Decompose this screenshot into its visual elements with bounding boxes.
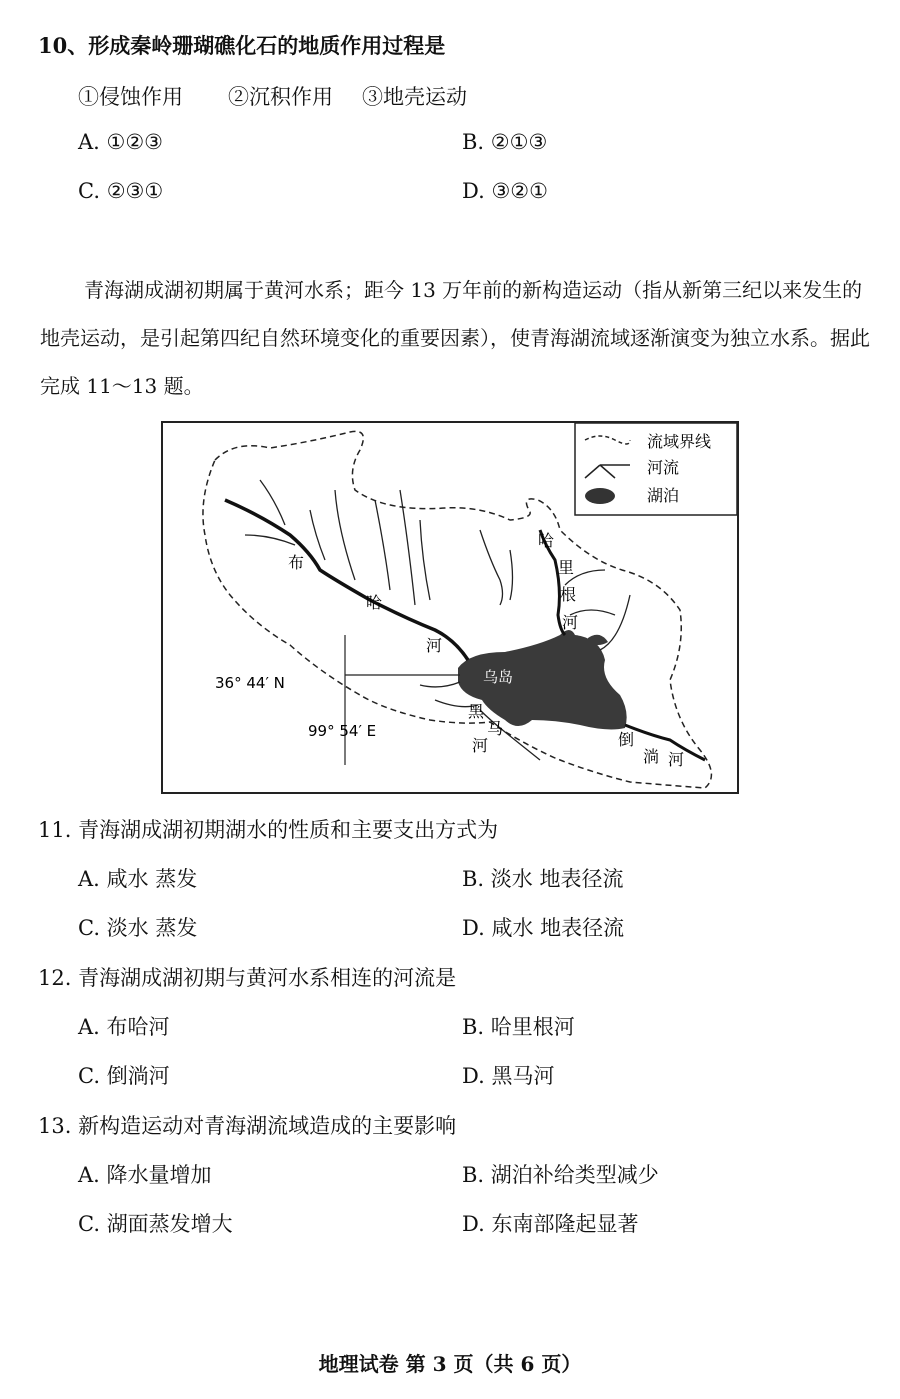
q13-stem: 13. 新构造运动对青海湖流域造成的主要影响 [38,1114,457,1138]
q10-item-3: ③地壳运动 [362,85,467,109]
legend-river-label: 河流 [647,458,680,477]
option-text: 淡水 蒸发 [106,916,198,940]
q11-stem: 11. 青海湖成湖初期湖水的性质和主要支出方式为 [38,818,499,842]
option-label: C. [78,1064,100,1088]
option-label: C. [78,916,100,940]
option-label: B. [462,1015,485,1039]
option-label: A. [78,1163,100,1187]
option-label: A. [78,867,100,891]
option-label: D. [462,179,485,203]
q10-option-a[interactable] [78,130,163,154]
q10-stem: 10、形成秦岭珊瑚礁化石的地质作用过程是 [38,33,446,58]
option-label: A. [78,1015,100,1039]
label-haligen-3: 根 [560,585,577,604]
q12-option-c[interactable] [78,1060,170,1090]
option-label: B. [462,130,485,154]
option-text: 咸水 蒸发 [106,867,198,891]
buha-tributaries [245,480,430,605]
q11-option-c[interactable] [78,912,197,942]
label-buha-3: 河 [426,636,443,655]
option-label: B. [462,867,485,891]
option-label: D. [462,1212,485,1236]
label-longitude: 99° 54′ E [308,722,377,740]
label-daotang-1: 倒 [618,730,635,749]
option-text: 倒淌河 [106,1064,170,1088]
north-tributaries [480,530,630,650]
q10-item-2: ②沉积作用 [228,85,333,109]
option-text: ①②③ [106,130,164,154]
legend-lake-label: 湖泊 [647,486,680,505]
q10-option-b[interactable] [462,130,547,154]
label-bird-island: 乌岛 [483,668,514,686]
legend-boundary-label: 流域界线 [647,432,712,451]
option-text: 湖泊补给类型减少 [490,1163,659,1187]
q11-option-d[interactable] [462,912,624,942]
label-daotang-2: 淌 [643,747,660,766]
q10-option-d[interactable] [462,179,548,203]
q13-option-b[interactable] [462,1159,659,1189]
option-label: B. [462,1163,485,1187]
q10-option-c[interactable] [78,179,163,203]
option-text: 哈里根河 [490,1015,575,1039]
label-daotang-3: 河 [668,750,685,769]
option-label: D. [462,916,485,940]
option-text: 黑马河 [491,1064,555,1088]
label-buha-1: 布 [288,553,305,572]
q11-option-b[interactable] [462,863,623,893]
option-label: C. [78,179,100,203]
option-text: 降水量增加 [106,1163,212,1187]
small-lake [588,635,608,645]
q12-stem: 12. 青海湖成湖初期与黄河水系相连的河流是 [38,966,457,990]
page-footer: 地理试卷 第 3 页（共 6 页） [318,1352,582,1376]
label-heima-2: 马 [487,719,504,738]
label-buha-2: 哈 [366,593,383,612]
option-text: 淡水 地表径流 [490,867,624,891]
label-latitude: 36° 44′ N [215,674,285,692]
q13-option-c[interactable] [78,1208,233,1238]
label-haligen-2: 里 [558,558,575,577]
option-label: A. [78,130,100,154]
passage-text: 青海湖成湖初期属于黄河水系；距今 13 万年前的新构造运动（指从新第三纪以来发生的地壳运动，是引起第四纪自然环境变化的重要因素），使青海湖流域逐渐演变为独立水系。据此完成 11～13 题。 [40,278,870,398]
daotang-river [625,725,705,760]
option-text: 东南部隆起显著 [491,1212,639,1236]
q12-option-a[interactable] [78,1011,170,1041]
qinghai-lake-map [160,420,740,795]
label-haligen-4: 河 [562,613,579,632]
label-heima-3: 河 [472,736,489,755]
q12-option-b[interactable] [462,1011,575,1041]
option-label: D. [462,1064,485,1088]
option-text: 布哈河 [106,1015,170,1039]
legend-lake-symbol [585,488,615,504]
label-haligen-1: 哈 [538,531,555,550]
option-text: 咸水 地表径流 [491,916,625,940]
option-text: ②③① [106,179,164,203]
label-heima-1: 黑 [468,702,485,721]
option-text: 湖面蒸发增大 [106,1212,233,1236]
q12-option-d[interactable] [462,1060,554,1090]
option-text: ②①③ [490,130,548,154]
map-svg [160,420,740,795]
passage [40,266,870,410]
q13-option-d[interactable] [462,1208,638,1238]
option-text: ③②① [491,179,548,203]
q13-option-a[interactable] [78,1159,212,1189]
q10-item-1: ①侵蚀作用 [78,85,183,109]
q11-option-a[interactable] [78,863,197,893]
option-label: C. [78,1212,100,1236]
